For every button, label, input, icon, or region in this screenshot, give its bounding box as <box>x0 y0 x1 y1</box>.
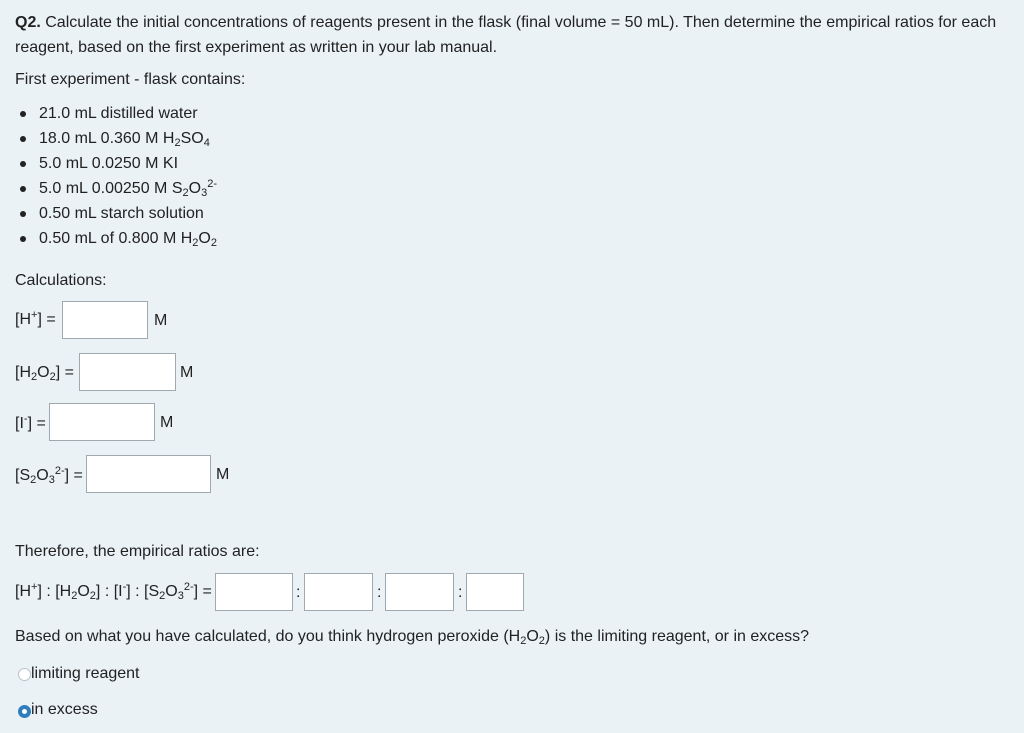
limiting-question: Based on what you have calculated, do you think hydrogen peroxide $(H_2O_2)$ is the limiting reagent, or in excess? <box>15 628 810 647</box>
list-item: 0.50 mL of 0.800 M $H_2O_2$ <box>15 229 217 254</box>
ratio-heading: Therefore, the empirical ratios are: <box>15 543 260 560</box>
experiment-heading: First experiment - flask contains: <box>15 71 246 88</box>
ratio-input-h[interactable] <box>215 573 293 611</box>
list-item: 5.0 mL 0.00250 M $S_2O_3^{2-}$ <box>15 179 217 204</box>
list-item: 18.0 mL 0.360 M $H_2SO_4$ <box>15 129 217 154</box>
option-label: limiting reagent <box>31 665 140 682</box>
iodide-label: [I-] = <box>15 413 46 432</box>
reagent-list <box>15 104 217 254</box>
thiosulfate-label: $[S_2O_3^{2-}]$ = <box>15 465 83 486</box>
h-label: [H+] = <box>15 309 56 328</box>
option-label: in excess <box>31 701 98 718</box>
unit-label: M <box>154 312 168 329</box>
ratio-input-h2o2[interactable] <box>304 573 373 611</box>
calculations-heading: Calculations: <box>15 272 107 289</box>
radio-button-selected-icon[interactable] <box>18 705 31 718</box>
h2o2-label: $[H_2O_2]$ = <box>15 364 74 383</box>
ratio-colon: : <box>458 584 463 601</box>
unit-label: M <box>180 364 194 381</box>
ratio-input-thiosulfate[interactable] <box>466 573 524 611</box>
question-number: Q2. <box>15 14 41 31</box>
h-concentration-input[interactable] <box>62 301 148 339</box>
question-text <box>15 10 1005 60</box>
list-item: 0.50 mL starch solution <box>15 204 217 229</box>
iodide-concentration-input[interactable] <box>49 403 155 441</box>
ratio-colon: : <box>377 584 382 601</box>
ratio-colon: : <box>296 584 301 601</box>
question-body: Calculate the initial concentrations of reagents present in the flask (final volume = 50 mL). Then determine the empirical ratios for each reagent, based on the first experiment as written in your lab manual. <box>15 14 997 56</box>
unit-label: M <box>160 414 174 431</box>
radio-button-unselected-icon[interactable] <box>18 668 31 681</box>
list-item: 5.0 mL 0.0250 M KI <box>15 154 217 179</box>
ratio-label: [H+] : $[H_2O_2]$ : [I-] : $[S_2O_3^{2-}]$ = <box>15 581 212 602</box>
h2o2-concentration-input[interactable] <box>79 353 176 391</box>
thiosulfate-concentration-input[interactable] <box>86 455 211 493</box>
unit-label: M <box>216 466 230 483</box>
ratio-input-iodide[interactable] <box>385 573 454 611</box>
list-item: 21.0 mL distilled water <box>15 104 217 129</box>
